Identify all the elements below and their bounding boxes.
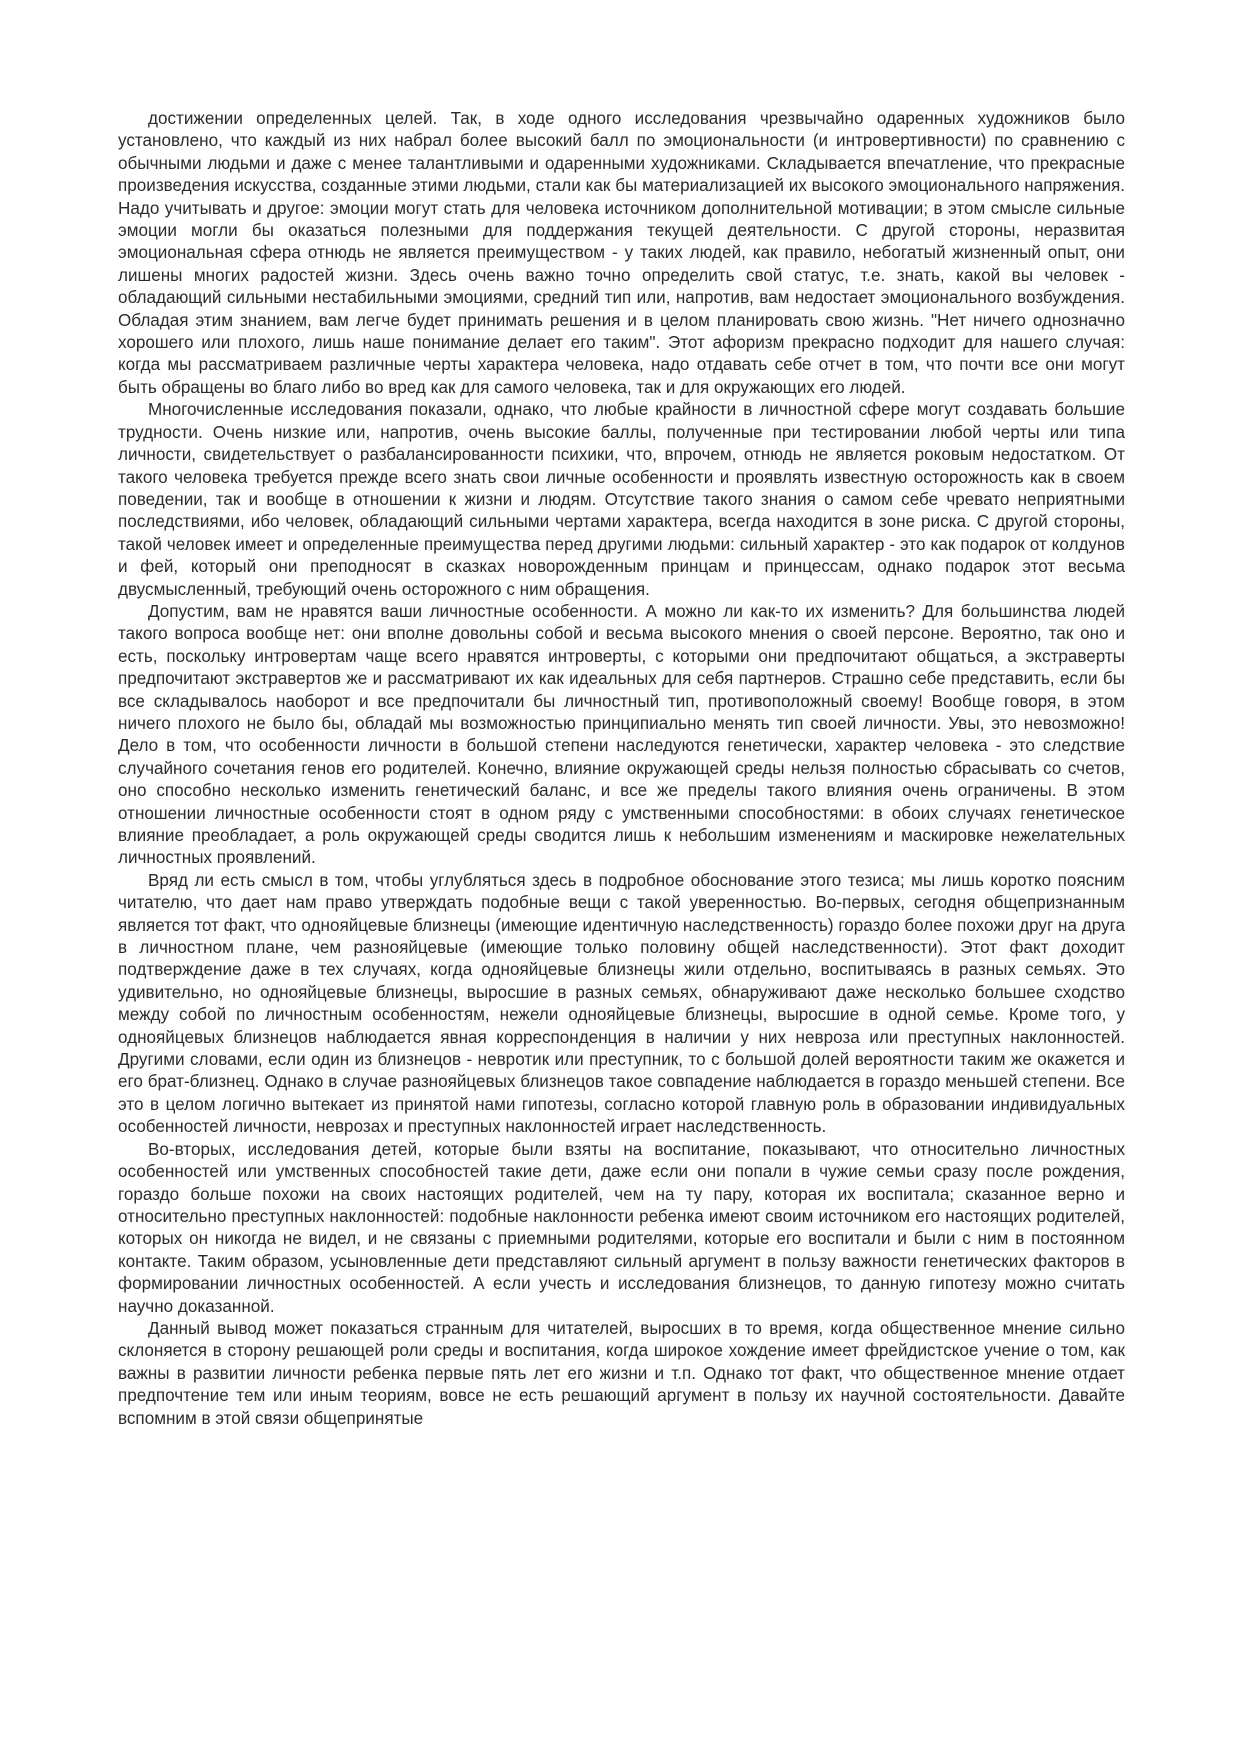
paragraph-6: Данный вывод может показаться странным для читателей, выросших в то время, когда общественное мнение сильно склоняется в сторону решающей роли среды и воспитания, когда широкое хождение имеет фрейдистское учение о том, как важны в развитии личности ребенка первые пять лет его жизни и т.п. Однако тот факт, что общественное мнение отдает предпочтение тем или иным теориям, вовсе не есть решающий аргумент в пользу их научной состоятельности. Давайте вспомним в этой связи общепринятые bbox=[118, 1318, 1125, 1428]
paragraph-1: достижении определенных целей. Так, в ходе одного исследования чрезвычайно одаренных художников было установлено, что каждый из них набрал более высокий балл по эмоциональности (и интровертивности) по сравнению с обычными людьми и даже с менее талантливыми и одаренными художниками. Складывается впечатление, что прекрасные произведения искусства, созданные этими людьми, стали как бы материализацией их высокого эмоционального напряжения. Надо учитывать и другое: эмоции могут стать для человека источником дополнительной мотивации; в этом смысле сильные эмоции могли бы оказаться полезными для поддержания текущей деятельности. С другой стороны, неразвитая эмоциональная сфера отнюдь не является преимуществом - у таких людей, как правило, небогатый жизненный опыт, они лишены многих радостей жизни. Здесь очень важно точно определить свой статус, т.е. знать, какой вы человек - обладающий сильными нестабильными эмоциями, средний тип или, напротив, вам недостает эмоционального возбуждения. Обладая этим знанием, вам легче будет принимать решения и в целом планировать свою жизнь. "Нет ничего однозначно хорошего или плохого, лишь наше понимание делает его таким". Этот афоризм прекрасно подходит для нашего случая: когда мы рассматриваем различные черты характера человека, надо отдавать себе отчет в том, что почти все они могут быть обращены во благо либо во вред как для самого человека, так и для окружающих его людей. bbox=[118, 109, 1125, 397]
paragraph-3: Допустим, вам не нравятся ваши личностные особенности. А можно ли как-то их изменить? Для большинства людей такого вопроса вообще нет: они вполне довольны собой и весьма высокого мнения о своей персоне. Вероятно, так оно и есть, поскольку интровертам чаще всего нравятся интроверты, с которыми они предпочитают общаться, а экстраверты предпочитают экстравертов же и рассматривают их как идеальных для себя партнеров. Страшно себе представить, если бы все складывалось наоборот и все предпочитали бы личностный тип, противоположный своему! Вообще говоря, в этом ничего плохого не было бы, обладай мы возможностью принципиально менять тип своей личности. Увы, это невозможно! Дело в том, что особенности личности в большой степени наследуются генетически, характер человека - это следствие случайного сочетания генов его родителей. Конечно, влияние окружающей среды нельзя полностью сбрасывать со счетов, оно способно несколько изменить генетический баланс, и все же пределы такого влияния очень ограничены. В этом отношении личностные особенности стоят в одном ряду с умственными способностями: в обоих случаях генетическое влияние преобладает, а роль окружающей среды сводится лишь к небольшим изменениям и маскировке нежелательных личностных проявлений. bbox=[118, 601, 1125, 868]
paragraph-2: Многочисленные исследования показали, однако, что любые крайности в личностной сфере могут создавать большие трудности. Очень низкие или, напротив, очень высокие баллы, полученные при тестировании любой черты или типа личности, свидетельствует о разбалансированности психики, что, впрочем, отнюдь не является роковым недостатком. От такого человека требуется прежде всего знать свои личные особенности и проявлять известную осторожность как в своем поведении, так и вообще в отношении к жизни и людям. Отсутствие такого знания о самом себе чревато неприятными последствиями, ибо человек, обладающий сильными чертами характера, всегда находится в зоне риска. С другой стороны, такой человек имеет и определенные преимущества перед другими людьми: сильный характер - это как подарок от колдунов и фей, который они преподносят в сказках новорожденным принцам и принцессам, однако подарок этот весьма двусмысленный, требующий очень осторожного с ним обращения. bbox=[118, 400, 1125, 599]
paragraph-5: Во-вторых, исследования детей, которые были взяты на воспитание, показывают, что относительно личностных особенностей или умственных способностей такие дети, даже если они попали в чужие семьи сразу после рождения, гораздо больше похожи на своих настоящих родителей, чем на ту пару, которая их воспитала; сказанное верно и относительно преступных наклонностей: подобные наклонности ребенка имеют своим источником его настоящих родителей, которых он никогда не видел, и не связаны с приемными родителями, которые его воспитали и были с ним в постоянном контакте. Таким образом, усыновленные дети представляют сильный аргумент в пользу важности генетических факторов в формировании личностных особенностей. А если учесть и исследования близнецов, то данную гипотезу можно считать научно доказанной. bbox=[118, 1139, 1125, 1316]
document-page bbox=[118, 108, 1125, 1430]
paragraph-4: Вряд ли есть смысл в том, чтобы углубляться здесь в подробное обоснование этого тезиса; мы лишь коротко поясним читателю, что дает нам право утверждать подобные вещи с такой уверенностью. Во-первых, сегодня общепризнанным является тот факт, что однояйцевые близнецы (имеющие идентичную наследственность) гораздо более похожи друг на друга в личностном плане, чем разнояйцевые (имеющие только половину общей наследственности). Этот факт доходит подтверждение даже в тех случаях, когда однояйцевые близнецы жили отдельно, воспитываясь в разных семьях. Это удивительно, но однояйцевые близнецы, выросшие в разных семьях, обнаруживают даже несколько большее сходство между собой по личностным особенностям, нежели однояйцевые близнецы, выросшие в одной семье. Кроме того, у однояйцевых близнецов наблюдается явная корреспонденция в наличии у них невроза или преступных наклонностей. Другими словами, если один из близнецов - невротик или преступник, то с большой долей вероятности таким же окажется и его брат-близнец. Однако в случае разнояйцевых близнецов такое совпадение наблюдается в гораздо меньшей степени. Все это в целом логично вытекает из принятой нами гипотезы, согласно которой главную роль в образовании индивидуальных особенностей личности, неврозах и преступных наклонностей играет наследственность. bbox=[118, 870, 1125, 1137]
